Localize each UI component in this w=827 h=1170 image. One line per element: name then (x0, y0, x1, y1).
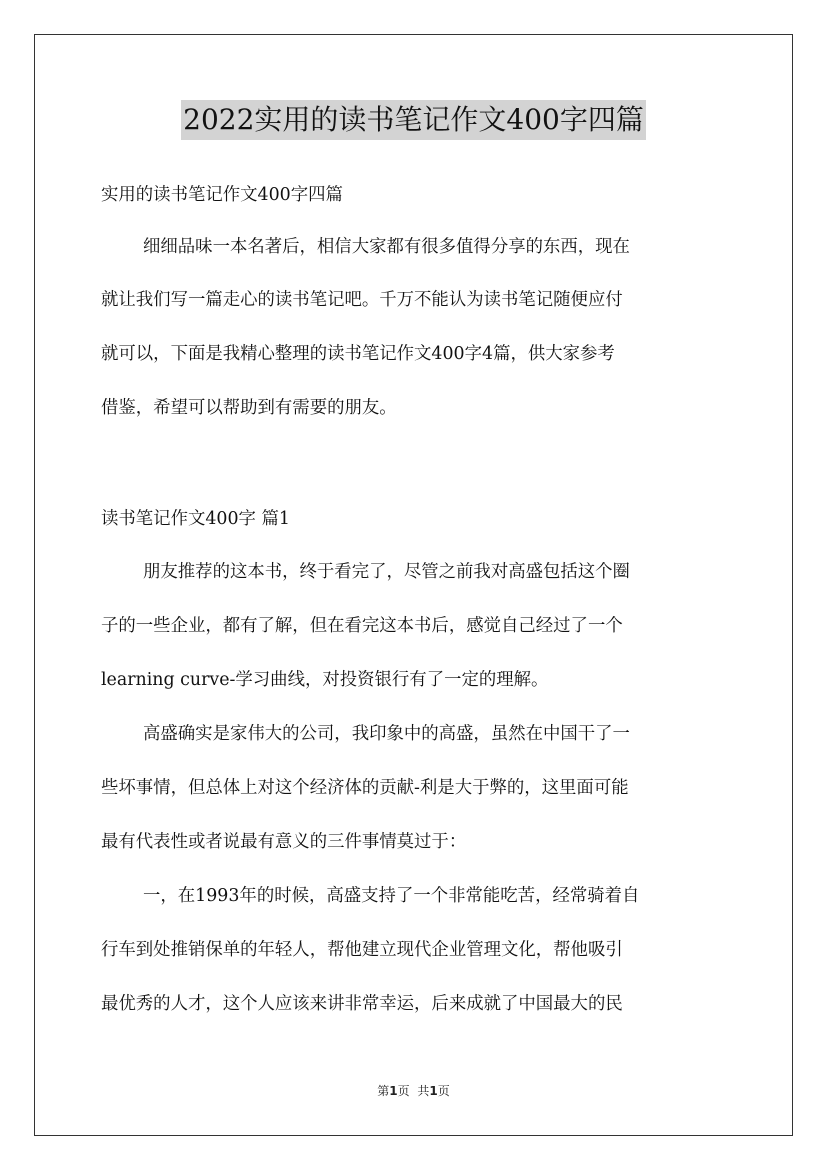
intro-line-4: 借鉴，希望可以帮助到有需要的朋友。 (101, 398, 397, 418)
para1-line-2: 子的一些企业，都有了解，但在看完这本书后，感觉自己经过了一个 (101, 616, 623, 636)
para2-line-3: 最有代表性或者说最有意义的三件事情莫过于： (101, 832, 467, 852)
para1-line-3: learning curve-学习曲线，对投资银行有了一定的理解。 (101, 670, 549, 690)
section-heading: 读书笔记作文400字 篇1 (101, 509, 290, 529)
page-footer (0, 1083, 827, 1099)
para2-line-2: 些坏事情，但总体上对这个经济体的贡献-利是大于弊的，这里面可能 (101, 778, 629, 798)
footer-total-prefix: 共 (417, 1084, 430, 1098)
footer-page-suffix: 页 (397, 1084, 410, 1098)
intro-line-1: 细细品味一本名著后，相信大家都有很多值得分享的东西，现在 (143, 237, 630, 257)
title-container (0, 100, 827, 140)
para3-line-1: 一，在1993年的时候，高盛支持了一个非常能吃苦，经常骑着自 (143, 886, 640, 906)
footer-total-number: 1 (429, 1084, 438, 1098)
footer-page-number: 1 (389, 1084, 398, 1098)
intro-line-3: 就可以，下面是我精心整理的读书笔记作文400字4篇，供大家参考 (101, 344, 615, 364)
para2-line-1: 高盛确实是家伟大的公司，我印象中的高盛，虽然在中国干了一 (143, 724, 630, 744)
document-title: 2022实用的读书笔记作文400字四篇 (181, 100, 646, 140)
para1-line-1: 朋友推荐的这本书，终于看完了，尽管之前我对高盛包括这个圈 (143, 562, 630, 582)
document-subtitle: 实用的读书笔记作文400字四篇 (101, 185, 343, 205)
para3-line-3: 最优秀的人才，这个人应该来讲非常幸运，后来成就了中国最大的民 (101, 994, 623, 1014)
para3-line-2: 行车到处推销保单的年轻人，帮他建立现代企业管理文化，帮他吸引 (101, 940, 623, 960)
footer-total-suffix: 页 (437, 1084, 450, 1098)
intro-line-2: 就让我们写一篇走心的读书笔记吧。千万不能认为读书笔记随便应付 (101, 290, 623, 310)
footer-page-prefix: 第 (377, 1084, 390, 1098)
